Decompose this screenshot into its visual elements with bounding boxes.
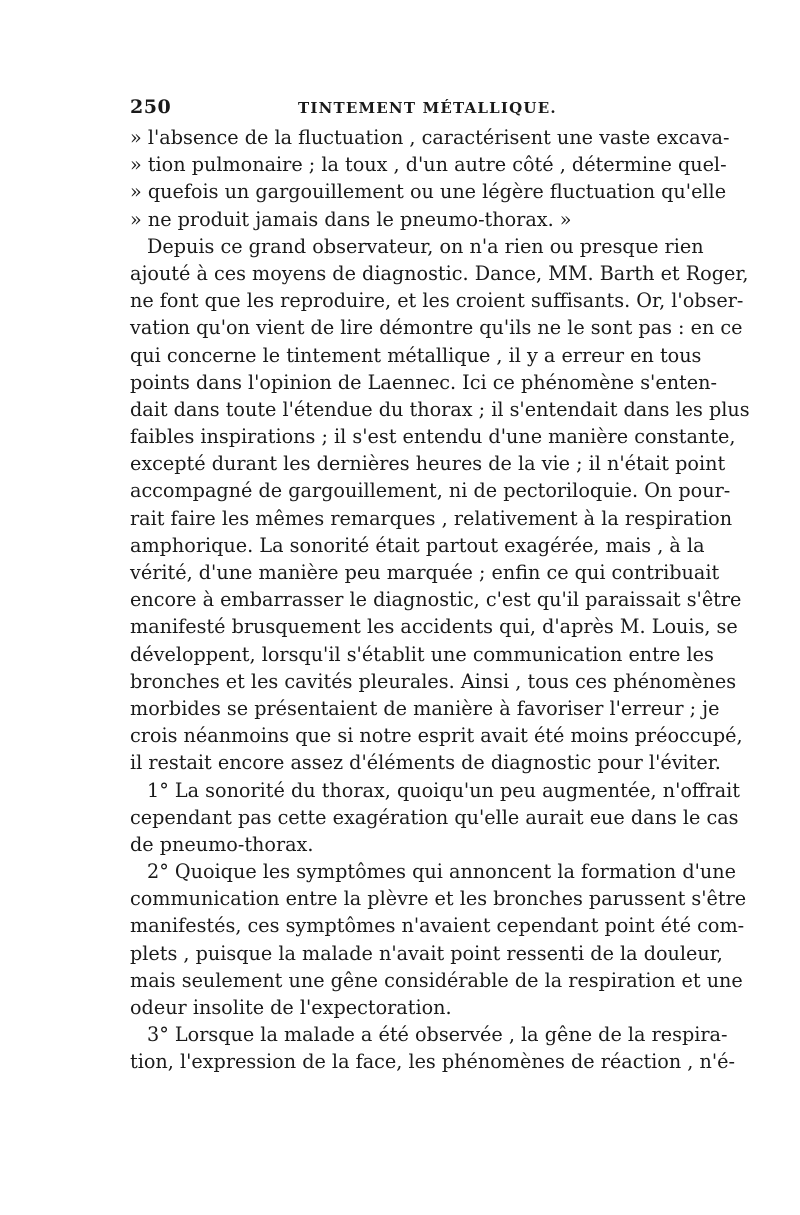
text-line: tion, l'expression de la face, les phénomènes de réaction , n'é- [130,1050,735,1074]
page-header [130,96,670,122]
text-line: morbides se présentaient de manière à favoriser l'erreur ; je [130,696,720,720]
text-line: plets , puisque la malade n'avait point ressenti de la douleur, [130,941,723,965]
text-line: » l'absence de la fluctuation , caractérisent une vaste excava- [130,126,730,149]
text-line: 2° Quoique les symptômes qui annoncent la formation d'une [147,860,736,884]
text-line: excepté durant les dernières heures de la vie ; il n'était point [130,452,726,476]
body-text [130,124,750,1076]
text-line: dait dans toute l'étendue du thorax ; il s'entendait dans les plus [130,397,750,421]
text-line: manifestés, ces symptômes n'avaient cependant point été com- [130,914,745,938]
text-line: qui concerne le tintement métallique , il y a erreur en tous [130,343,702,367]
running-title: TINTEMENT MÉTALLIQUE. [298,99,557,117]
text-line: » ne produit jamais dans le pneumo-thorax. » [130,207,572,231]
text-line: points dans l'opinion de Laennec. Ici ce phénomène s'enten- [130,370,717,394]
text-line: il restait encore assez d'éléments de diagnostic pour l'éviter. [130,751,721,775]
text-line: amphorique. La sonorité était partout exagérée, mais , à la [130,533,705,557]
text-line: cependant pas cette exagération qu'elle aurait eue dans le cas [130,805,739,829]
text-line: crois néanmoins que si notre esprit avait été moins préoccupé, [130,724,743,748]
text-line: odeur insolite de l'expectoration. [130,996,452,1019]
text-line: faibles inspirations ; il s'est entendu d'une manière constante, [130,425,736,449]
text-line: » tion pulmonaire ; la toux , d'un autre côté , détermine quel- [130,153,727,177]
text-line: mais seulement une gêne considérable de la respiration et une [130,968,743,992]
text-line: ajouté à ces moyens de diagnostic. Dance, MM. Barth et Roger, [130,261,749,285]
text-line: 1° La sonorité du thorax, quoiqu'un peu augmentée, n'offrait [147,778,740,802]
text-line: encore à embarrasser le diagnostic, c'est qu'il paraissait s'être [130,588,742,612]
text-line: ne font que les reproduire, et les croient suffisants. Or, l'obser- [130,289,744,313]
text-line: de pneumo-thorax. [130,832,314,856]
text-line: communication entre la plèvre et les bronches parussent s'être [130,887,747,911]
text-line: » quefois un gargouillement ou une légère fluctuation qu'elle [130,180,727,204]
text-line: 3° Lorsque la malade a été observée , la gêne de la respira- [147,1023,728,1047]
page-number: 250 [130,96,172,118]
text-line: développent, lorsqu'il s'établit une communication entre les [130,642,714,666]
text-line: manifesté brusquement les accidents qui, d'après M. Louis, se [130,615,738,639]
text-line: vérité, d'une manière peu marquée ; enfin ce qui contribuait [130,561,720,584]
text-line: vation qu'on vient de lire démontre qu'ils ne le sont pas : en ce [130,316,743,340]
text-line: bronches et les cavités pleurales. Ainsi , tous ces phénomènes [130,669,737,693]
text-line: rait faire les mêmes remarques , relativement à la respiration [130,506,733,530]
text-line: accompagné de gargouillement, ni de pectoriloquie. On pour- [130,479,731,503]
text-line: Depuis ce grand observateur, on n'a rien ou presque rien [147,234,704,258]
